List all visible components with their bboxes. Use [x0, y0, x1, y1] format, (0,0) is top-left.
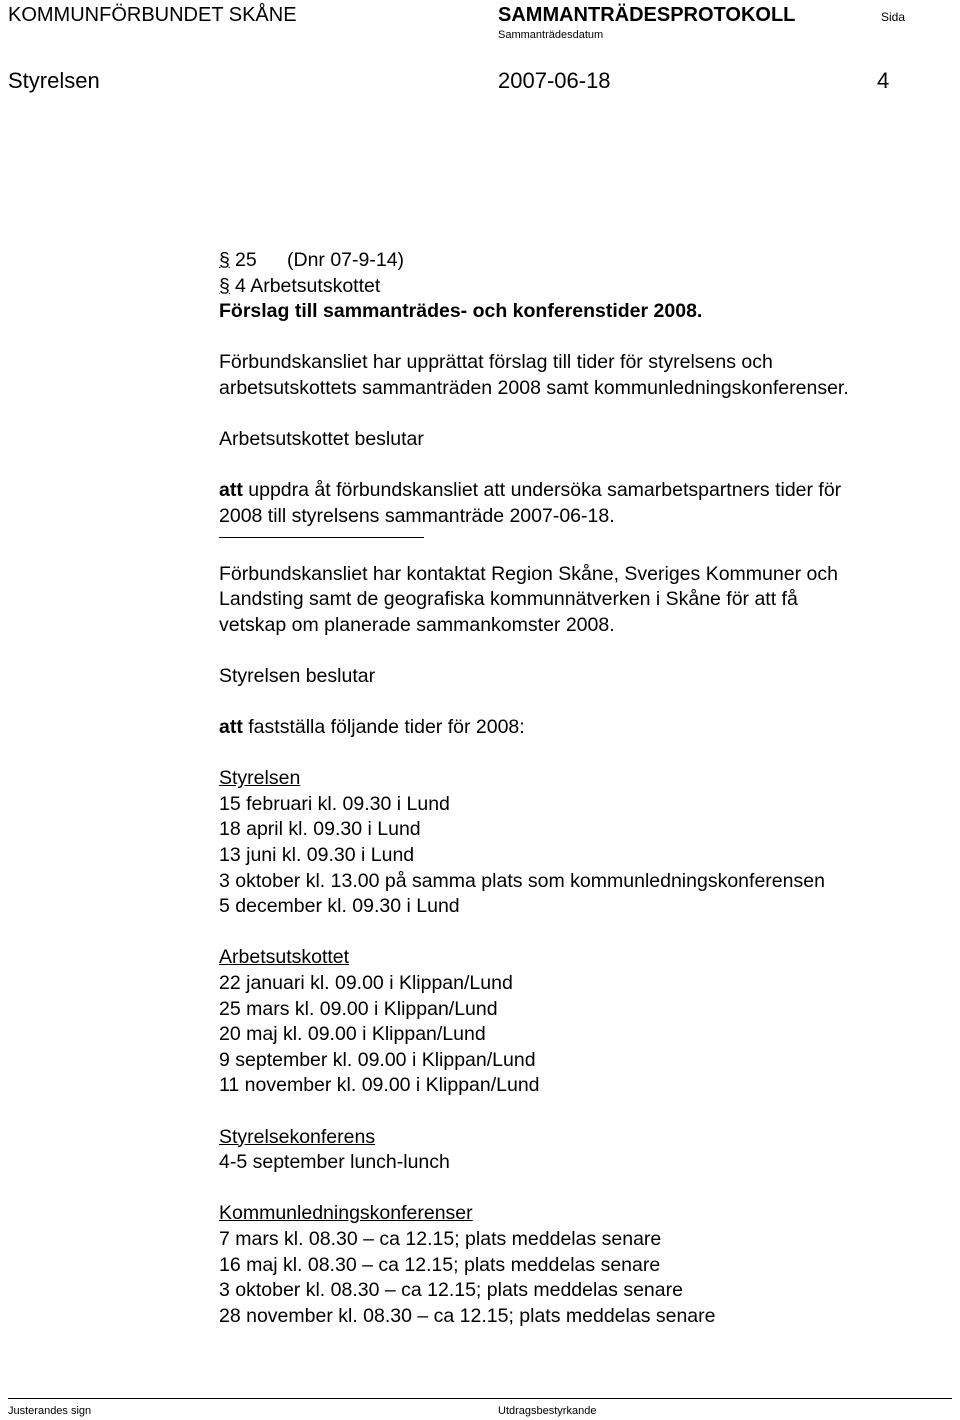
au-decision-text: uppdra åt förbundskansliet att undersöka samarbetspartners tider för [248, 479, 842, 502]
footer-divider [8, 1398, 952, 1399]
board-decision-heading: Styrelsen beslutar [219, 664, 376, 687]
schedule-heading-board: Styrelsen [219, 767, 301, 790]
intro-line-1: Förbundskansliet har upprättat förslag till tider för styrelsens och [219, 351, 773, 374]
reference-number: 4 [235, 274, 246, 297]
second-para-line-1: Förbundskansliet har kontaktat Region Skåne, Sveriges Kommuner och [219, 562, 838, 585]
second-para-line-3: vetskap om planerade sammankomster 2008. [219, 613, 615, 636]
schedule-item: 7 mars kl. 08.30 – ca 12.15; plats meddelas senare [219, 1227, 662, 1250]
item-dnr: (Dnr 07-9-14) [287, 249, 405, 271]
au-decision-line-2: 2008 till styrelsens sammanträde 2007-06-18. [219, 504, 615, 527]
page-label: Sida [881, 10, 906, 24]
item-reference-line [219, 274, 949, 300]
schedule-item: 9 september kl. 09.00 i Klippan/Lund [219, 1048, 536, 1071]
schedule-heading-working-committee: Arbetsutskottet [219, 946, 350, 969]
reference-text: Arbetsutskottet [250, 274, 381, 297]
paragraph-symbol: § [219, 274, 230, 297]
schedule-item: 3 oktober kl. 13.00 på samma plats som kommunledningskonferensen [219, 869, 825, 892]
schedule-item: 16 maj kl. 08.30 – ca 12.15; plats meddelas senare [219, 1253, 661, 1276]
second-para-line-2: Landsting samt de geografiska kommunnätverken i Skåne för att få [219, 588, 798, 611]
protocol-title: SAMMANTRÄDESPROTOKOLL [498, 4, 796, 26]
protocol-body [219, 248, 949, 1329]
schedule-item: 13 juni kl. 09.30 i Lund [219, 844, 415, 867]
au-decision-line-1 [219, 478, 949, 504]
intro-line-2: arbetsutskottets sammanträden 2008 samt kommunledningskonferenser. [219, 376, 849, 399]
att-keyword: att [219, 716, 243, 739]
att-keyword: att [219, 479, 243, 502]
schedule-item: 20 maj kl. 09.00 i Klippan/Lund [219, 1023, 486, 1046]
item-title: Förslag till sammanträdes- och konferenstider 2008. [219, 300, 703, 323]
page-number: 4 [877, 68, 890, 93]
schedule-item: 22 januari kl. 09.00 i Klippan/Lund [219, 972, 513, 995]
extract-certification-label: Utdragsbestyrkande [498, 1405, 597, 1417]
signature-label: Justerandes sign [8, 1405, 92, 1417]
organization-name: KOMMUNFÖRBUNDET SKÅNE [8, 4, 297, 26]
schedule-item: 3 oktober kl. 08.30 – ca 12.15; plats meddelas senare [219, 1279, 683, 1302]
item-number: 25 [235, 249, 257, 271]
schedule-item: 15 februari kl. 09.30 i Lund [219, 792, 450, 815]
item-number-line [219, 248, 949, 274]
schedule-item: 11 november kl. 09.00 i Klippan/Lund [219, 1074, 540, 1097]
schedule-heading-board-conference: Styrelsekonferens [219, 1125, 376, 1148]
board-name: Styrelsen [8, 68, 100, 93]
au-decision-heading: Arbetsutskottet beslutar [219, 428, 424, 451]
schedule-item: 4-5 september lunch-lunch [219, 1151, 450, 1174]
separator-line [219, 537, 424, 538]
meeting-date-label: Sammanträdesdatum [498, 29, 604, 41]
schedule-item: 28 november kl. 08.30 – ca 12.15; plats meddelas senare [219, 1304, 716, 1327]
schedule-item: 18 april kl. 09.30 i Lund [219, 818, 421, 841]
schedule-item: 5 december kl. 09.30 i Lund [219, 895, 460, 918]
board-decision-text: fastställa följande tider för 2008: [248, 716, 525, 739]
board-decision-line [219, 715, 949, 741]
meeting-date: 2007-06-18 [498, 68, 611, 93]
schedule-item: 25 mars kl. 09.00 i Klippan/Lund [219, 997, 498, 1020]
schedule-heading-municipal-conferences: Kommunledningskonferenser [219, 1202, 473, 1225]
paragraph-symbol: § [219, 249, 230, 271]
